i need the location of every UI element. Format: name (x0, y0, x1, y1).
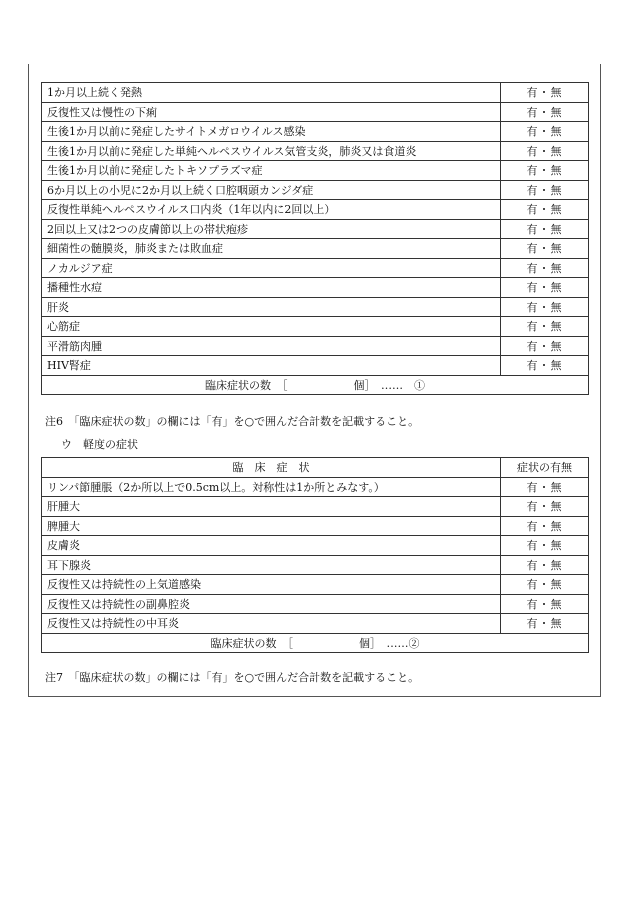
symptom-label: 細菌性の髄膜炎，肺炎または敗血症 (42, 239, 501, 259)
table-row (42, 180, 589, 200)
table-total-row (42, 375, 589, 395)
section-heading-mild: ウ 軽度の症状 (61, 438, 138, 451)
table-row (42, 258, 589, 278)
table-row (42, 477, 589, 497)
presence-choice[interactable]: 有・無 (501, 516, 589, 536)
presence-choice[interactable]: 有・無 (501, 497, 589, 517)
symptom-label: 皮膚炎 (42, 536, 501, 556)
table-row (42, 141, 589, 161)
table-row (42, 497, 589, 517)
table-row (42, 575, 589, 595)
presence-choice[interactable]: 有・無 (501, 297, 589, 317)
symptom-label: 脾腫大 (42, 516, 501, 536)
symptom-label: 2回以上又は2つの皮膚節以上の帯状疱疹 (42, 219, 501, 239)
presence-choice[interactable]: 有・無 (501, 200, 589, 220)
symptom-label: 反復性又は持続性の上気道感染 (42, 575, 501, 595)
symptom-label: 反復性又は持続性の中耳炎 (42, 614, 501, 634)
presence-choice[interactable]: 有・無 (501, 102, 589, 122)
presence-choice[interactable]: 有・無 (501, 278, 589, 298)
table-header-row (42, 458, 589, 478)
symptom-label: 肝腫大 (42, 497, 501, 517)
symptom-label: 生後1か月以前に発症したサイトメガロウイルス感染 (42, 122, 501, 142)
table-row (42, 200, 589, 220)
presence-choice[interactable]: 有・無 (501, 161, 589, 181)
presence-choice[interactable]: 有・無 (501, 141, 589, 161)
symptom-label: 播種性水痘 (42, 278, 501, 298)
table-row (42, 536, 589, 556)
table-row (42, 555, 589, 575)
table-row (42, 516, 589, 536)
presence-choice[interactable]: 有・無 (501, 180, 589, 200)
presence-choice[interactable]: 有・無 (501, 356, 589, 376)
table-row (42, 122, 589, 142)
presence-choice[interactable]: 有・無 (501, 83, 589, 103)
table-row (42, 297, 589, 317)
presence-choice[interactable]: 有・無 (501, 258, 589, 278)
presence-choice[interactable]: 有・無 (501, 575, 589, 595)
symptom-label: 生後1か月以前に発症したトキソプラズマ症 (42, 161, 501, 181)
table-row (42, 356, 589, 376)
symptom-label: リンパ節腫脹（2か所以上で0.5cm以上。対称性は1か所とみなす。） (42, 477, 501, 497)
note-6: 注6 「臨床症状の数」の欄には「有」を○で囲んだ合計数を記載すること。 (45, 415, 420, 428)
table-row (42, 614, 589, 634)
symptom-label: 平滑筋肉腫 (42, 336, 501, 356)
header-presence: 症状の有無 (501, 458, 589, 478)
table-row (42, 83, 589, 103)
presence-choice[interactable]: 有・無 (501, 477, 589, 497)
symptom-label: 反復性又は持続性の副鼻腔炎 (42, 594, 501, 614)
symptom-label: 生後1か月以前に発症した単純ヘルペスウイルス気管支炎，肺炎又は食道炎 (42, 141, 501, 161)
presence-choice[interactable]: 有・無 (501, 336, 589, 356)
presence-choice[interactable]: 有・無 (501, 122, 589, 142)
note-7: 注7 「臨床症状の数」の欄には「有」を○で囲んだ合計数を記載すること。 (45, 671, 420, 684)
mild-symptoms-table (41, 457, 589, 653)
presence-choice[interactable]: 有・無 (501, 536, 589, 556)
symptom-label: HIV腎症 (42, 356, 501, 376)
symptom-label: 6か月以上の小児に2か月以上続く口腔咽頭カンジダ症 (42, 180, 501, 200)
table-row (42, 278, 589, 298)
presence-choice[interactable]: 有・無 (501, 239, 589, 259)
table-row (42, 317, 589, 337)
symptom-label: 反復性又は慢性の下痢 (42, 102, 501, 122)
table-row (42, 594, 589, 614)
presence-choice[interactable]: 有・無 (501, 555, 589, 575)
table-row (42, 161, 589, 181)
symptom-label: 心筋症 (42, 317, 501, 337)
symptom-count-2[interactable]: 臨床症状の数 ［ 個］ ……② (42, 633, 589, 653)
symptom-label: ノカルジア症 (42, 258, 501, 278)
symptom-label: 1か月以上続く発熱 (42, 83, 501, 103)
presence-choice[interactable]: 有・無 (501, 594, 589, 614)
table-row (42, 239, 589, 259)
presence-choice[interactable]: 有・無 (501, 317, 589, 337)
symptom-label: 肝炎 (42, 297, 501, 317)
symptom-label: 耳下腺炎 (42, 555, 501, 575)
table-row (42, 336, 589, 356)
presence-choice[interactable]: 有・無 (501, 614, 589, 634)
presence-choice[interactable]: 有・無 (501, 219, 589, 239)
symptom-count-1[interactable]: 臨床症状の数 ［ 個］ …… ① (42, 375, 589, 395)
header-symptom: 臨 床 症 状 (42, 458, 501, 478)
table-total-row (42, 633, 589, 653)
table-row (42, 219, 589, 239)
symptom-label: 反復性単純ヘルペスウイルス口内炎（1年以内に2回以上） (42, 200, 501, 220)
table-row (42, 102, 589, 122)
severe-symptoms-table (41, 82, 589, 395)
